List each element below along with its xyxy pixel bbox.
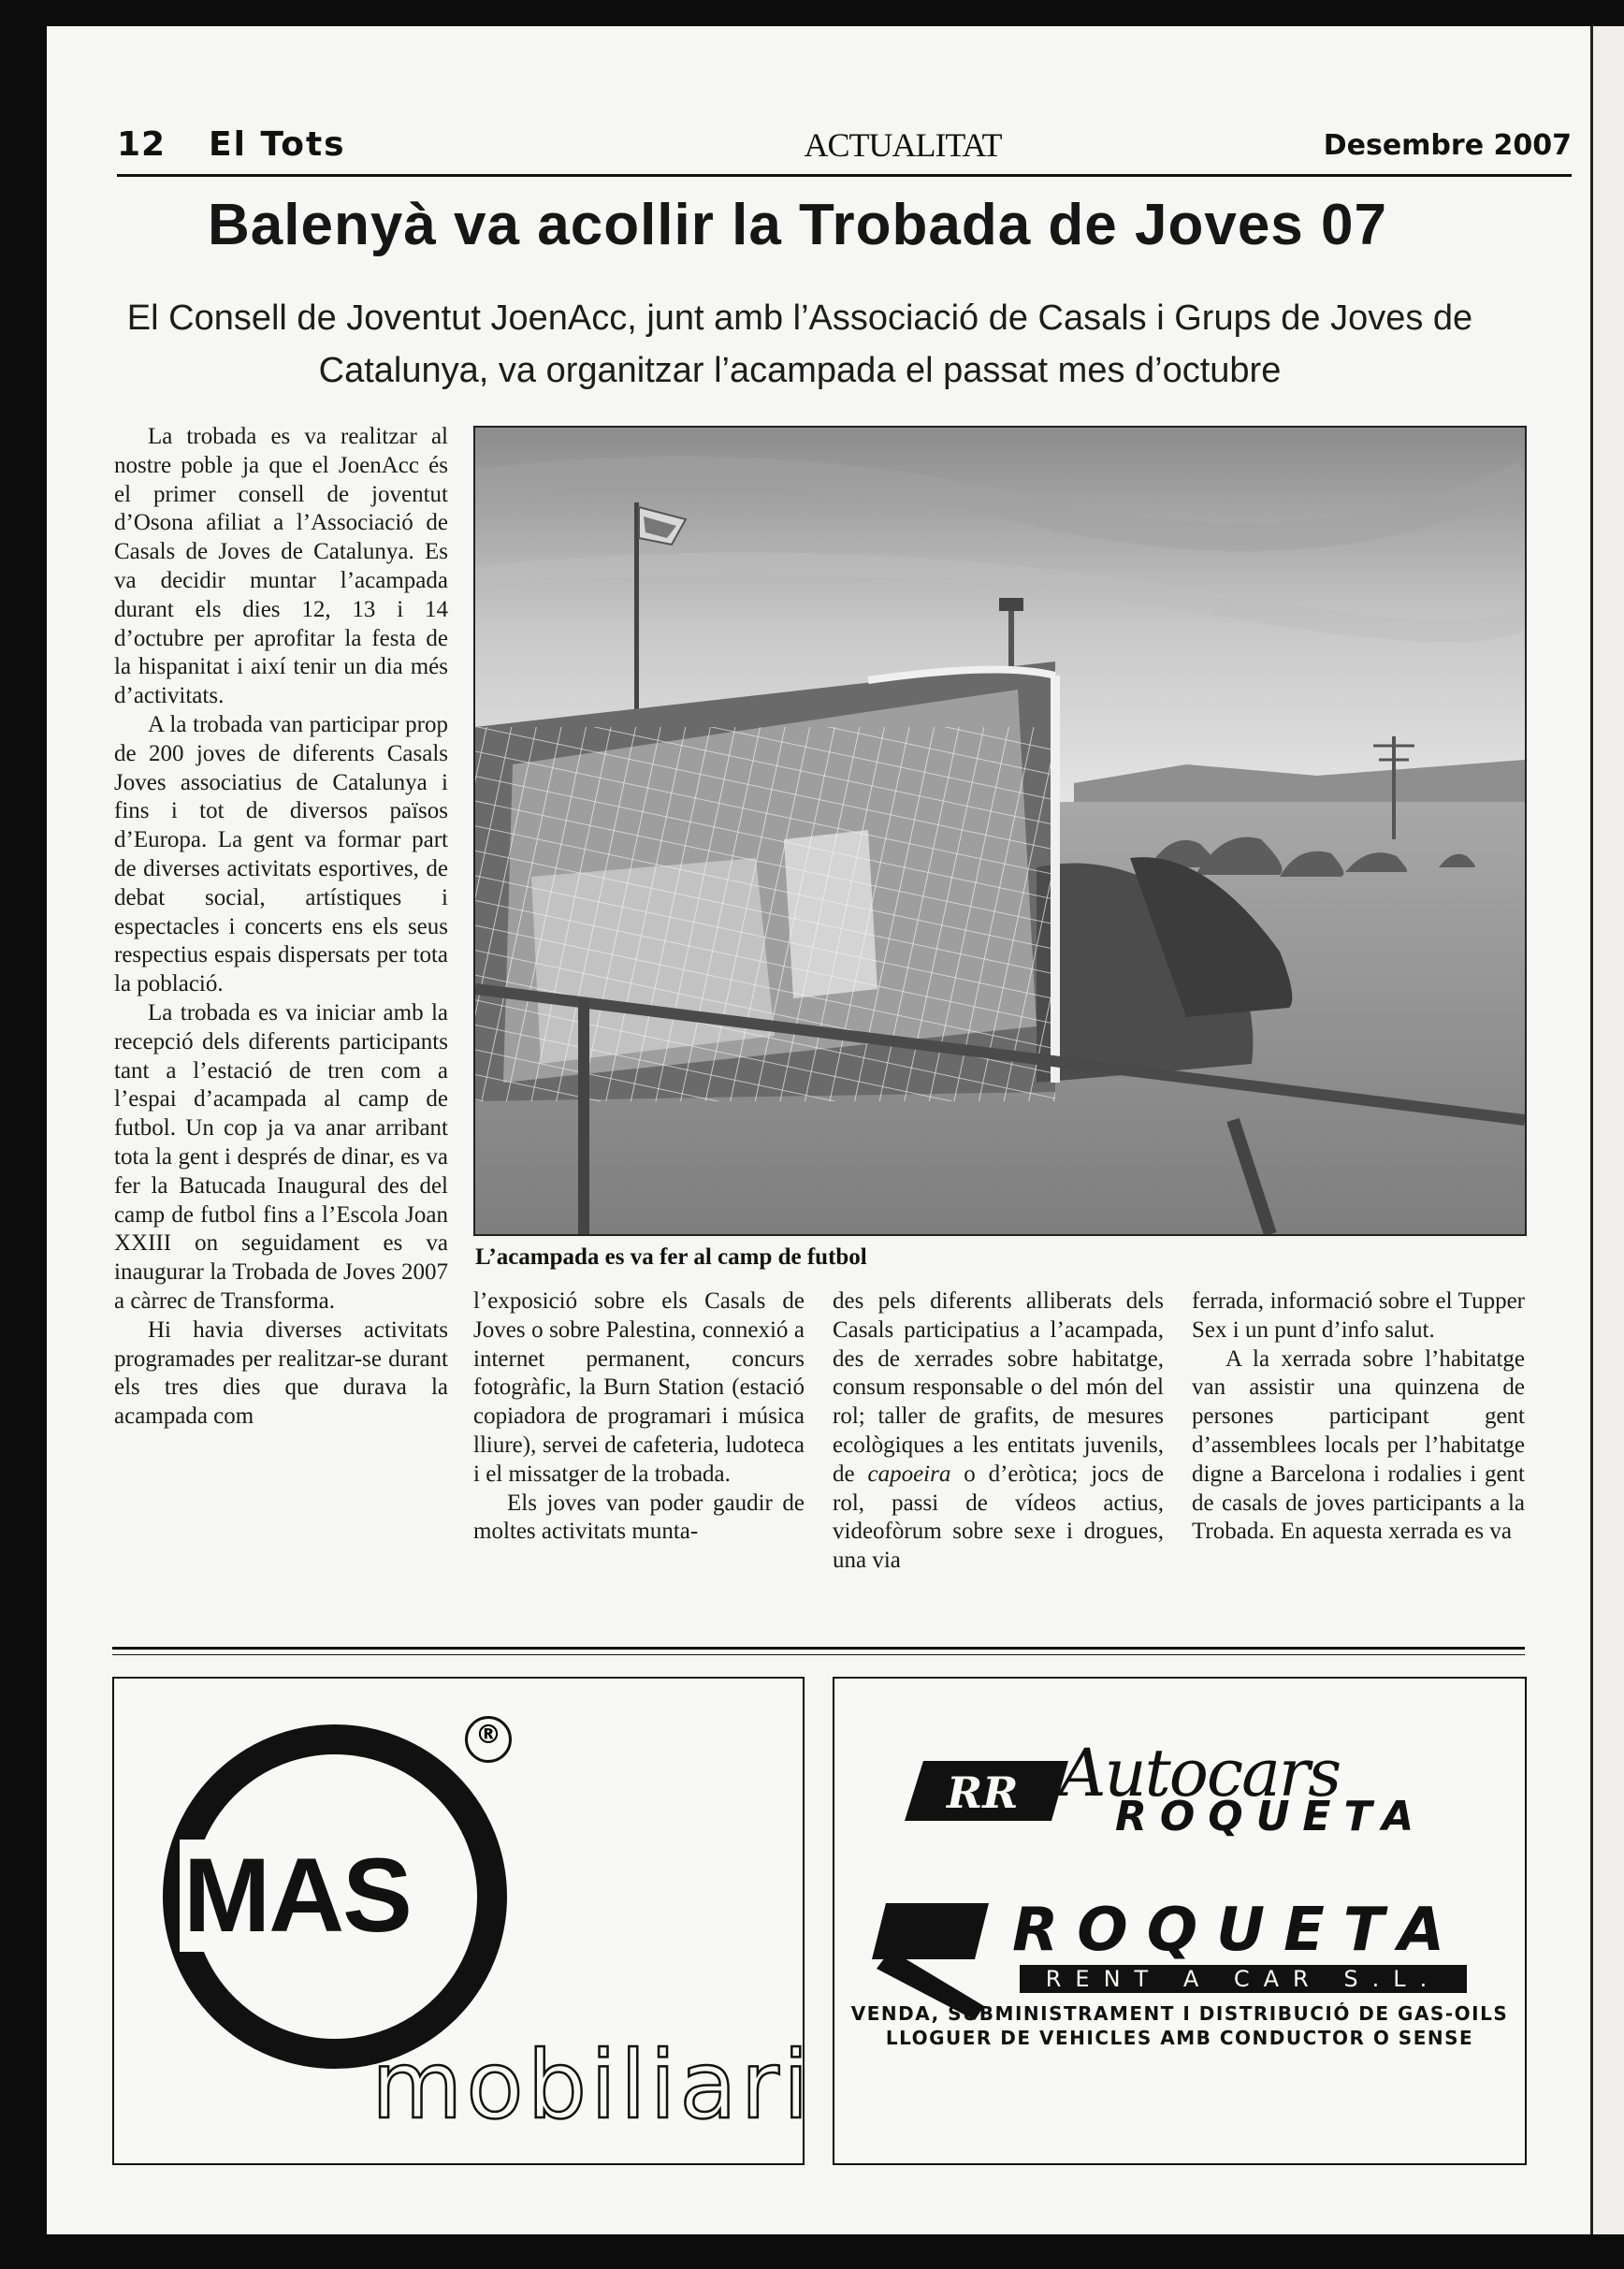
paragraph — [833, 1287, 1164, 1576]
roqueta-name-small: ROQUETA — [1115, 1793, 1428, 1840]
facing-page-edge — [1590, 26, 1624, 2234]
italic-term: capoeira — [867, 1461, 951, 1487]
magazine-name: El Tots — [209, 125, 346, 164]
paragraph: A la xerrada sobre l’habitatge van assistir una quinzena de persones participant gent d’assemblees locals per l’habitatge digne a Barcelona i rodalies i gent de casals de joves participants a la Trobada. En aquesta xerrada es va — [1192, 1345, 1525, 1545]
ad-mas-mobiliari — [112, 1677, 813, 2165]
text-run: o d’eròtica; jocs de rol, passi de vídeos actius, videofòrum sobre sexe i drogues, una via — [833, 1461, 1164, 1574]
paragraph: La trobada es va realitzar al nostre poble ja que el JoenAcc és el primer consell de joventut d’Osona afiliat a l’Associació de Casals de Joves de Catalunya. Es va decidir muntar l’acampada durant els dies 12, 13 i 14 d’octubre per aprofitar la festa de la hispanitat i així tenir un dia més d’activitats. — [114, 424, 448, 709]
registered-mark: ® — [465, 1716, 512, 1763]
page-header — [117, 99, 1572, 177]
photo-caption: L’acampada es va fer al camp de futbol — [475, 1244, 867, 1270]
article-column-2 — [473, 1287, 805, 1547]
article-column-4 — [1192, 1287, 1525, 1547]
mas-wordmark: MAS — [180, 1840, 414, 1952]
roqueta-name-large: ROQUETA — [1012, 1896, 1463, 1965]
paragraph: l’exposició sobre els Casals de Joves o sobre Palestina, connexió a internet permanent, concurs fotogràfic, la Burn Station (estació copiadora de programari i música lliure), servei de cafeteria, ludoteca i el missatger de la trobada. — [473, 1288, 805, 1487]
section-name: ACTUALITAT — [804, 126, 1002, 164]
article-headline: Balenyà va acollir la Trobada de Joves 07 — [208, 193, 1387, 257]
issue-date: Desembre 2007 — [1323, 129, 1572, 162]
mas-subtitle: mobiliari — [371, 2030, 813, 2140]
article-column-3 — [833, 1287, 1164, 1576]
ad-divider — [112, 1647, 1525, 1655]
roqueta-service-line-1: VENDA, SUBMINISTRAMENT I DISTRIBUCIÓ DE GAS-OILS — [850, 2002, 1509, 2025]
paragraph: ferrada, informació sobre el Tupper Sex i un punt d’info salut. — [1192, 1288, 1525, 1343]
ad-roqueta — [833, 1677, 1527, 2165]
article-column-1 — [114, 423, 448, 1432]
paragraph: La trobada es va iniciar amb la recepció dels diferents participants tant a l’estació de tren com a l’espai d’acampada al camp de futbol. Un cop ja va anar arribant tota la gent i després de dinar, es va fer la Batucada Inaugural des del camp de futbol fins a l’Escola Joan XXIII on seguidament es va inaugurar la Trobada de Joves 2007 a càrrec de Transforma. — [114, 999, 448, 1314]
article-subheadline: El Consell de Joventut JoenAcc, junt amb l’Associació de Casals i Grups de Joves de Catalunya, va organitzar l’acampada el passat mes d’octubre — [126, 298, 1473, 390]
rent-a-car-band: RENT A CAR S.L. — [1020, 1965, 1467, 1993]
autocars-script: Autocars — [1059, 1735, 1341, 1811]
campsite-photo — [473, 426, 1527, 1236]
page-number: 12 — [117, 125, 167, 164]
roqueta-service-line-2: LLOGUER DE VEHICLES AMB CONDUCTOR O SENSE — [885, 2027, 1474, 2049]
paragraph: Hi havia diverses activitats programades per realitzar-se durant els tres dies que durava la acampada com — [114, 1316, 448, 1430]
rr-badge-text: RR — [947, 1767, 1019, 1818]
paragraph: A la trobada van participar prop de 200 joves de diferents Casals Joves associatius de Catalunya i fins i tot de diversos països d’Europa. La gent va formar part de diverses activitats esportives, de debat social, artístiques i espectacles i concerts ens els seus respectius espais dispersats per tota la població. — [114, 711, 448, 997]
text-run: des pels diferents alliberats dels Casals participatius a l’acampada, des de xerrades sobre habitatge, consum responsable o del món del rol; taller de grafits, de mesures ecològiques a les entitats juvenils, de — [833, 1288, 1164, 1487]
paragraph: Els joves van poder gaudir de moltes activitats munta- — [473, 1490, 805, 1545]
